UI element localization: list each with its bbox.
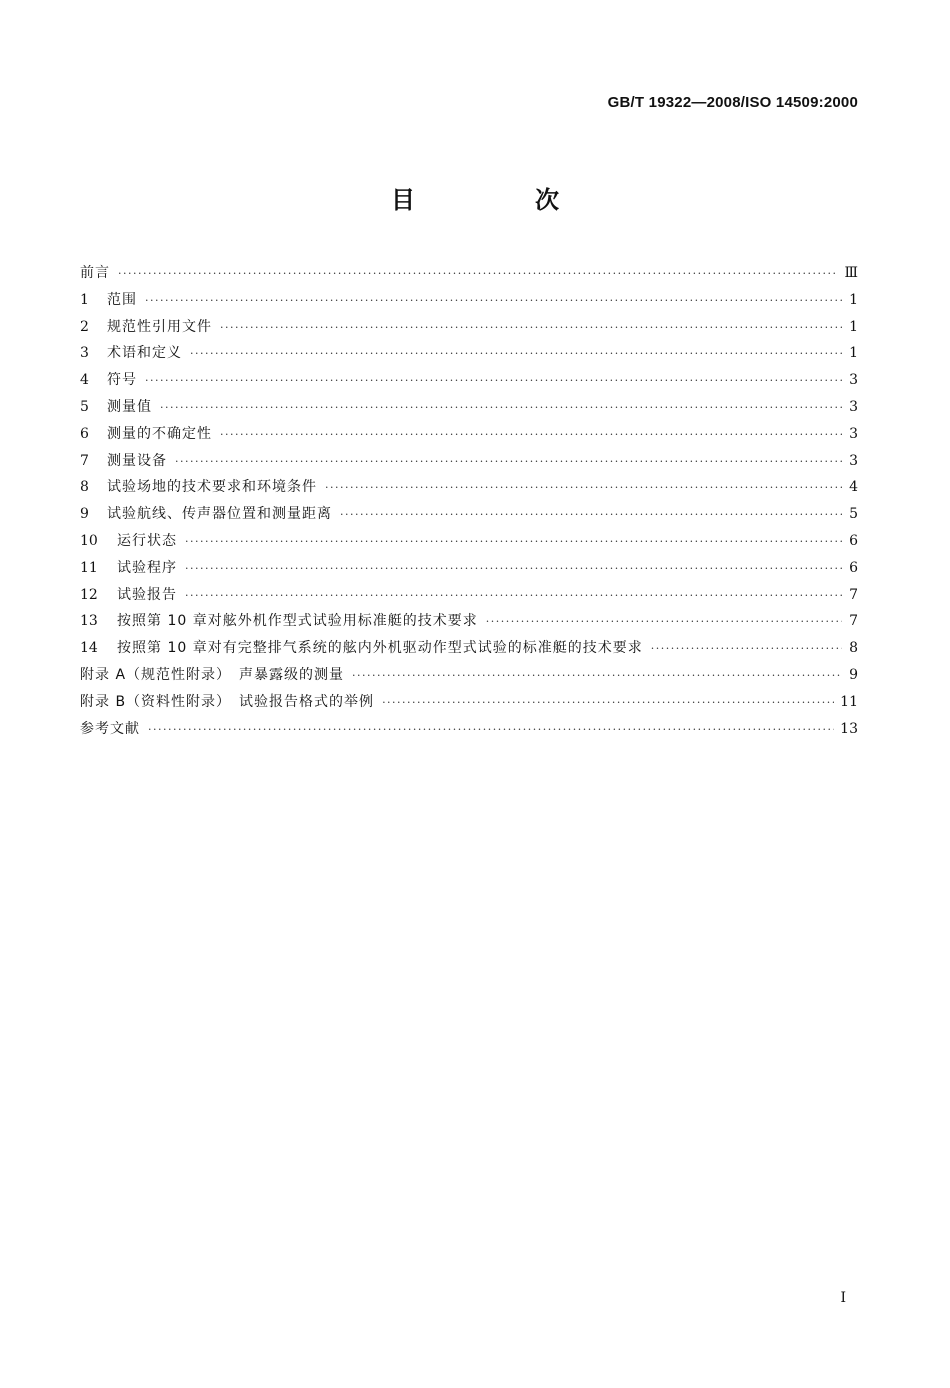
toc-entry-page: 5 <box>849 506 858 523</box>
toc-entry-page: 6 <box>849 559 858 576</box>
toc-leader-dots <box>190 347 842 360</box>
toc-entry-label: 前言 <box>80 265 110 281</box>
toc-leader-dots <box>185 589 842 602</box>
toc-entry[interactable] <box>80 316 858 343</box>
toc-leader-dots <box>145 374 842 387</box>
toc-entry-number: 2 <box>80 318 89 335</box>
toc-entry-number: 5 <box>80 398 89 415</box>
toc-entry[interactable] <box>80 610 858 637</box>
toc-leader-dots <box>220 428 842 441</box>
toc-entry-page: 7 <box>849 613 858 630</box>
toc-entry-number: 1 <box>80 291 89 308</box>
toc-entry-page: 3 <box>849 398 858 415</box>
toc-entry[interactable] <box>80 691 858 718</box>
toc-entry-label: 术语和定义 <box>107 345 182 362</box>
toc-leader-dots <box>185 562 842 575</box>
toc-entry-page: 1 <box>849 345 858 362</box>
toc-entry-page: 7 <box>849 586 858 603</box>
toc-entry[interactable] <box>80 289 858 316</box>
toc-entry-label: 测量设备 <box>107 452 167 469</box>
toc-leader-dots <box>486 615 842 628</box>
toc-leader-dots <box>145 294 842 307</box>
toc-entry-label: 试验场地的技术要求和环境条件 <box>107 479 317 496</box>
toc-entry-label: 试验报告 <box>117 586 177 603</box>
toc-entry-number: 14 <box>80 640 98 657</box>
page-title: 目 次 <box>391 186 607 214</box>
toc-entry[interactable] <box>80 369 858 396</box>
toc-entry-page: 3 <box>849 425 858 442</box>
toc-entry[interactable] <box>80 664 858 691</box>
toc-leader-dots <box>148 723 834 736</box>
toc-entry-label: 测量值 <box>107 398 152 415</box>
page-number: I <box>840 1290 846 1306</box>
toc-entry-number: 6 <box>80 425 89 442</box>
toc-entry[interactable] <box>80 503 858 530</box>
toc-leader-dots <box>352 669 842 682</box>
toc-leader-dots <box>185 535 842 548</box>
toc-leader-dots <box>325 481 842 494</box>
toc-entry-number: 13 <box>80 613 98 630</box>
toc-entry-label: 按照第 10 章对舷外机作型式试验用标准艇的技术要求 <box>117 613 478 630</box>
toc-entry-label: 试验航线、传声器位置和测量距离 <box>107 506 332 523</box>
toc-leader-dots <box>340 508 842 521</box>
toc-entry[interactable] <box>80 584 858 611</box>
toc-entry-page: Ⅲ <box>844 265 858 281</box>
toc-entry-label: 参考文献 <box>80 720 140 737</box>
toc-entry[interactable] <box>80 262 858 289</box>
toc-entry-number: 8 <box>80 479 89 496</box>
toc-entry[interactable] <box>80 396 858 423</box>
table-of-contents <box>80 262 858 744</box>
toc-entry[interactable] <box>80 342 858 369</box>
toc-entry-number: 12 <box>80 586 98 603</box>
toc-entry-number: 10 <box>80 532 98 549</box>
toc-entry-page: 11 <box>840 693 858 710</box>
toc-entry[interactable] <box>80 530 858 557</box>
toc-leader-dots <box>220 321 842 334</box>
toc-leader-dots <box>175 455 842 468</box>
toc-entry-label: 运行状态 <box>117 532 177 549</box>
toc-leader-dots <box>118 267 838 280</box>
toc-entry[interactable] <box>80 718 858 745</box>
toc-leader-dots <box>160 401 842 414</box>
toc-entry-number: 9 <box>80 506 89 523</box>
toc-entry-label: 附录 A（规范性附录） 声暴露级的测量 <box>80 666 345 683</box>
toc-entry-page: 3 <box>849 452 858 469</box>
toc-entry-number: 11 <box>80 559 98 576</box>
toc-entry-label: 附录 B（资料性附录） 试验报告格式的举例 <box>80 693 375 710</box>
toc-entry-page: 13 <box>840 720 858 737</box>
toc-leader-dots <box>651 642 842 655</box>
toc-leader-dots <box>382 696 834 709</box>
toc-entry[interactable] <box>80 423 858 450</box>
toc-entry-number: 4 <box>80 372 89 389</box>
toc-entry-label: 测量的不确定性 <box>107 425 212 442</box>
toc-entry-label: 规范性引用文件 <box>107 318 212 335</box>
standard-code: GB/T 19322—2008/ISO 14509:2000 <box>607 94 858 111</box>
toc-entry[interactable] <box>80 450 858 477</box>
toc-entry-page: 8 <box>849 640 858 657</box>
toc-entry-page: 1 <box>849 291 858 308</box>
toc-entry[interactable] <box>80 476 858 503</box>
toc-entry-page: 9 <box>849 666 858 683</box>
toc-entry-label: 范围 <box>107 291 137 308</box>
toc-entry-label: 按照第 10 章对有完整排气系统的舷内外机驱动作型式试验的标准艇的技术要求 <box>117 640 643 657</box>
toc-entry-page: 6 <box>849 532 858 549</box>
toc-entry-label: 符号 <box>107 372 137 389</box>
toc-entry-page: 4 <box>849 479 858 496</box>
toc-entry-page: 1 <box>849 318 858 335</box>
toc-entry-number: 7 <box>80 452 89 469</box>
toc-entry-number: 3 <box>80 345 89 362</box>
toc-entry[interactable] <box>80 557 858 584</box>
toc-entry-page: 3 <box>849 372 858 389</box>
toc-entry[interactable] <box>80 637 858 664</box>
toc-entry-label: 试验程序 <box>117 559 177 576</box>
